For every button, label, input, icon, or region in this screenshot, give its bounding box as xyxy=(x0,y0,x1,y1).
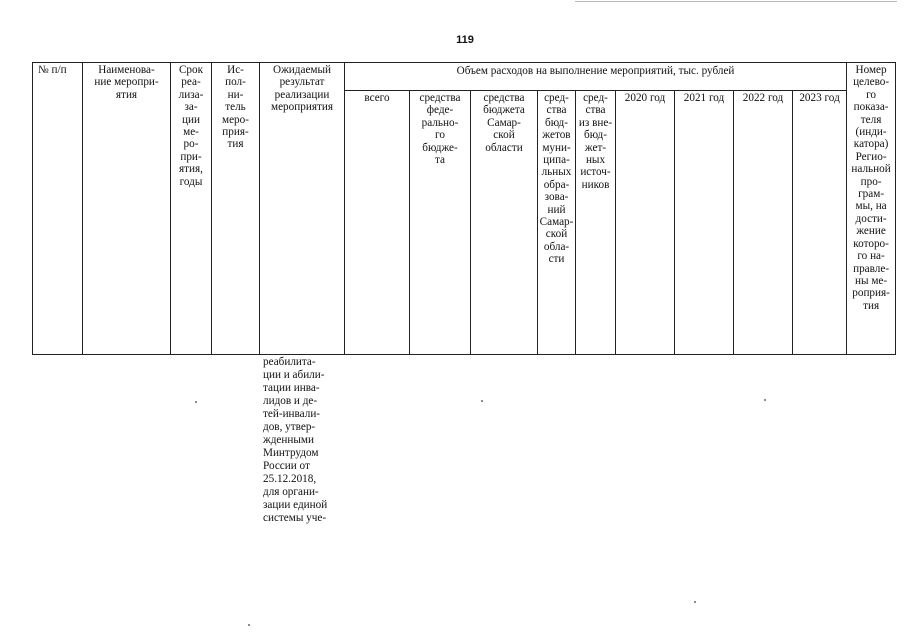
header-expense-municipal: сред- ства бюд- жетов муни- ципа- льных обра- зова- ний Самар- ской обла- сти xyxy=(538,91,576,355)
header-year-2023: 2023 год xyxy=(793,91,847,355)
continuation-text: реабилита- ции и абили- тации инва- лидов и де- тей-инвали- дов, утвер- жденными Минтрудом России от 25.12.2018, для органи- зации единой системы уче- xyxy=(263,356,328,524)
scan-speck xyxy=(764,399,766,401)
page-number: 119 xyxy=(456,34,474,46)
header-expenses-group: Объем расходов на выполнение мероприятий, тыс. рублей xyxy=(345,63,847,91)
scan-speck xyxy=(481,400,483,402)
header-expense-federal: средства феде- рально- го бюдже- та xyxy=(410,91,471,355)
scan-speck xyxy=(248,624,250,626)
scan-speck xyxy=(195,401,197,403)
header-year-2022: 2022 год xyxy=(734,91,793,355)
header-expense-regional: средства бюджета Самар- ской области xyxy=(471,91,538,355)
header-expense-extrabudgetary: сред- ства из вне- бюд- жет- ных источ- ников xyxy=(576,91,616,355)
header-activity-name: Наименова- ние меропри- ятия xyxy=(83,63,171,355)
header-row-number: № п/п xyxy=(33,63,83,355)
header-indicator-number: Номер целево- го показа- теля (инди- катора) Регио- нальной про- грам- мы, на дости- жение которо- го на- правле- ны ме- роприя- тия xyxy=(847,63,896,355)
activities-table xyxy=(32,62,896,355)
top-rule xyxy=(575,1,897,2)
header-expected-result: Ожидаемый результат реализации мероприятия xyxy=(260,63,345,355)
header-implementation-term: Срок реа- лиза- за- ции ме- ро- при- ятия, годы xyxy=(171,63,212,355)
scan-speck xyxy=(694,601,696,603)
header-expense-total: всего xyxy=(345,91,410,355)
header-year-2020: 2020 год xyxy=(616,91,675,355)
header-executor: Ис- пол- ни- тель меро- прия- тия xyxy=(212,63,260,355)
header-year-2021: 2021 год xyxy=(675,91,734,355)
